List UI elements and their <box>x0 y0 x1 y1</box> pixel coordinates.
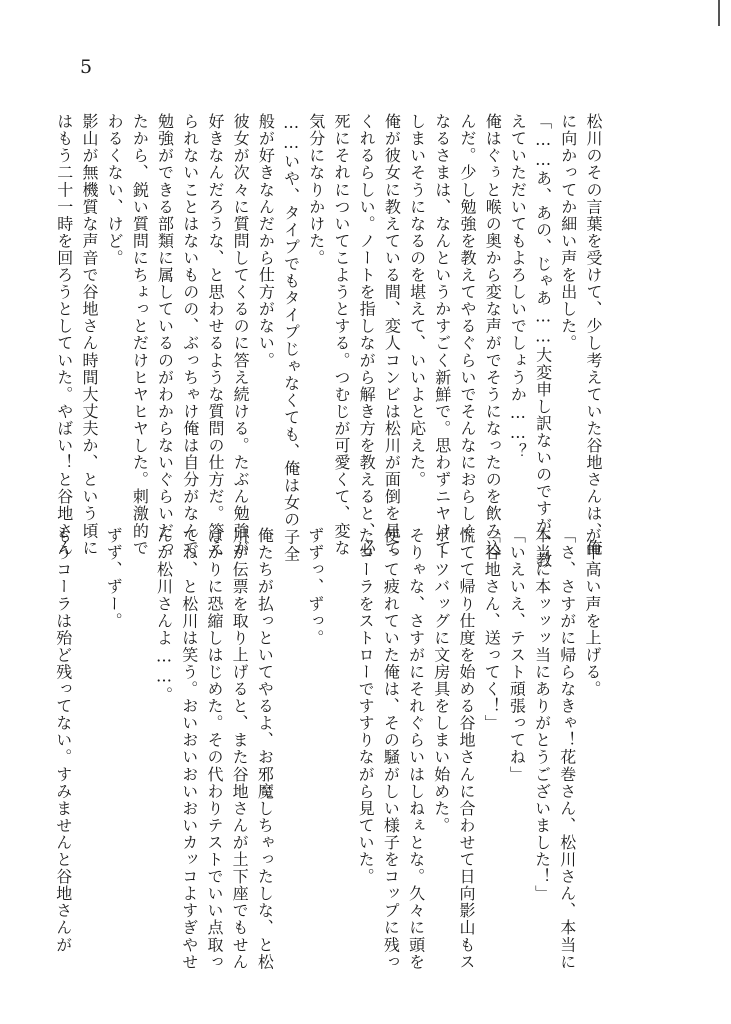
text-line: 俺が彼女に教えている間、変人コンビは松川が面倒を見て <box>382 113 402 557</box>
text-line: ずず、ずー。 <box>104 527 124 630</box>
text-line: しまいそうになるのを堪えて、いいよと応えた。 <box>407 113 427 489</box>
text-line: えていただいてもよろしいでしょうか……？ <box>508 113 528 460</box>
page-edge-mark <box>718 0 720 26</box>
text-line: わるくない、けど。 <box>105 113 125 267</box>
text-line: はもう二十一時を回ろうとしていた。やばい！と谷地さん <box>54 113 74 557</box>
text-line: 死にそれについてこようとする。つむじが可愛くて、変な <box>331 113 351 557</box>
blank-line <box>126 527 151 919</box>
upper-text-block <box>54 113 606 569</box>
text-line: んだ。少し勉強を教えてやるぐらいでそんなにおらしく <box>457 113 477 540</box>
blank-line <box>328 527 353 919</box>
text-line: 影山が無機質な声音で谷地さん時間大丈夫か、という頃に <box>79 113 99 557</box>
text-line: 俺はぐぅと喉の奥から変な声がでそうになったのを飲み込 <box>483 113 503 557</box>
text-line: たコーラをストローですすりながら見ていた。 <box>356 527 376 886</box>
blank-line <box>277 527 302 919</box>
text-line: 「……あ、あの、じゃあ……大変申し訳ないのですが、教 <box>533 113 553 569</box>
text-line: てね、と松川は笑う。おいおいおいおいカッコよすぎやせ <box>179 527 199 971</box>
text-line: 「さ、さすがに帰らなきゃ！花巻さん、松川さん、本当に <box>557 527 577 971</box>
text-line: 彼女が次々に質問してくるのに答え続ける。たぶん勉強が <box>231 113 251 557</box>
text-line: 俺たちが払っといてやるよ、お邪魔しちゃったしな、と松 <box>255 527 275 971</box>
text-line: が甲高い声を上げる。 <box>583 527 602 698</box>
text-line: んか松川さんよ……。 <box>154 527 174 704</box>
blank-line <box>76 527 101 919</box>
lower-text-block <box>53 527 605 971</box>
text-line: 好きなんだろうな、と思わせるような質問の仕方だ。答え <box>205 113 225 557</box>
text-line: 本当に本ッッッ当にありがとうございました！」 <box>532 527 552 903</box>
text-line: 「いえいえ、テスト頑張ってね」 <box>507 527 527 783</box>
text-line: に向かってか細い声を出した。 <box>558 113 578 352</box>
text-line: ポーツバッグに文房具をしまい始めた。 <box>431 527 451 834</box>
text-line: そりゃな、さすがにそれぐらいはしねぇとな。久々に頭を <box>406 527 426 971</box>
text-line: 勉強ができる部類に属しているのがわからないぐらいだっ <box>155 113 175 557</box>
text-line: 慌てて帰り仕度を始める谷地さんに合わせて日向影山もス <box>456 527 476 971</box>
text-line: もうコーラは殆ど残ってない。すみませんと谷地さんが <box>53 527 73 954</box>
text-line: 使って疲れていた俺は、その騒がしい様子をコップに残っ <box>381 527 401 971</box>
text-line: 松川のその言葉を受けて、少し考えていた谷地さんは、俺 <box>584 113 603 557</box>
text-line: 川が伝票を取り上げると、また谷地さんが土下座でもせん <box>230 527 250 971</box>
text-line: 般が好きなんだから仕方がない。 <box>256 113 276 369</box>
text-line: たから、鋭い質問にちょっとだけヒヤヒヤした。刺激的で <box>130 113 150 557</box>
page-number: 5 <box>80 56 93 78</box>
text-line: なるさまは、なんというかすごく新鮮で。思わずニヤけて <box>432 113 452 557</box>
text-line: 気分になりかけた。 <box>306 113 326 267</box>
text-line: ずずっ、ずっ。 <box>305 527 325 647</box>
text-line: ……いや、タイプでもタイプじゃなくても、俺は女の子全 <box>281 113 301 563</box>
text-line: くれるらしい。ノートを指しながら解き方を教えると、必 <box>357 113 377 557</box>
text-line: られないことはないものの、ぶっちゃけ俺は自分がなんで <box>180 113 200 557</box>
text-line: ばかりに恐縮しはじめた。その代わりテストでいい点取っ <box>204 527 224 971</box>
text-line: 「谷地さん、送ってく！」 <box>482 527 502 732</box>
